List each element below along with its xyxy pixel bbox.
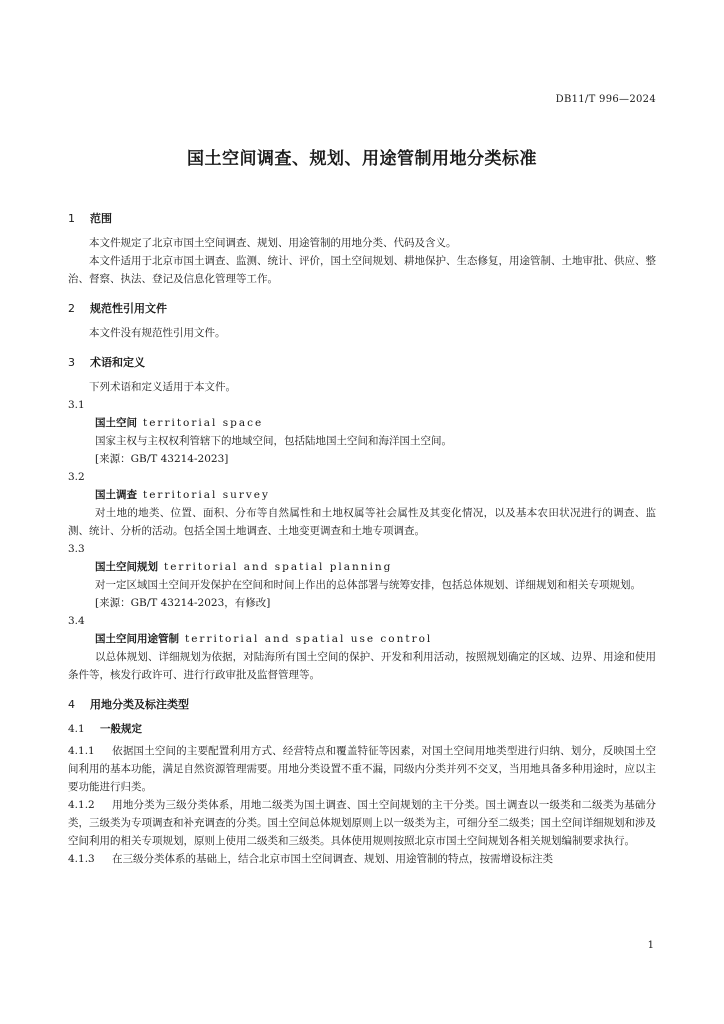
term-number: 3.1 bbox=[68, 399, 85, 411]
term-definition: 以总体规划、详细规划为依据，对陆海所有国土空间的保护、开发和利用活动，按照规划确定的区域、边界、用途和使用条件等，核发行政许可、进行行政审批及监督管理等。 bbox=[68, 651, 656, 681]
term-heading: 国土空间 territorial space bbox=[95, 417, 264, 429]
term-source: [来源：GB/T 43214-2023，有修改] bbox=[95, 597, 271, 609]
paragraph: 本文件规定了北京市国土空间调查、规划、用途管制的用地分类、代码及含义。 bbox=[89, 237, 457, 249]
term-definition: 对土地的地类、位置、面积、分布等自然属性和土地权属等社会属性及其变化情况，以及基本农田状况进行的调查、监测、统计、分析的活动。包括全国土地调查、土地变更调查和土地专项调查。 bbox=[68, 507, 656, 537]
section-heading-3: 3 术语和定义 bbox=[68, 356, 145, 369]
term-entry bbox=[68, 396, 656, 468]
clause: 4.1.2 用地分类为三级分类体系，用地二级类为国土调查、国土空间规划的主干分类。国土调查以一级类和二级类为基础分类，三级类为专项调查和补充调查的分类。国土空间总体规划原则上以一级类为主，可细分至二级类；国土空间详细规划和涉及空间利用的相关专项规划，原则上使用二级类和三级类。具体使用规则按照北京市国土空间规划各相关规划编制要求执行。 bbox=[68, 799, 656, 847]
subsection-heading: 4.1 一般规定 bbox=[68, 723, 142, 735]
paragraph: 下列术语和定义适用于本文件。 bbox=[89, 381, 236, 393]
document-title: 国土空间调查、规划、用途管制用地分类标准 bbox=[187, 149, 537, 169]
clause: 4.1.1 依据国土空间的主要配置利用方式、经营特点和覆盖特征等因素，对国土空间用地类型进行归纳、划分，反映国土空间利用的基本功能，满足自然资源管理需要。用地分类设置不重不漏，同级内分类并列不交叉，当用地具备多种用途时，应以主要功能进行归类。 bbox=[68, 745, 656, 793]
term-heading: 国土调查 territorial survey bbox=[95, 489, 270, 501]
term-number: 3.3 bbox=[68, 543, 85, 555]
section-heading-4: 4 用地分类及标注类型 bbox=[68, 698, 189, 711]
document-code: DB11/T 996—2024 bbox=[555, 94, 656, 105]
term-number: 3.4 bbox=[68, 615, 85, 627]
term-source: [来源：GB/T 43214-2023] bbox=[95, 453, 229, 465]
document-body bbox=[68, 200, 656, 868]
term-heading: 国土空间用途管制 territorial and spatial use control bbox=[95, 633, 433, 645]
term-definition: 对一定区域国土空间开发保护在空间和时间上作出的总体部署与统筹安排，包括总体规划、详细规划和相关专项规划。 bbox=[95, 579, 641, 591]
term-entry bbox=[68, 468, 656, 540]
term-entry bbox=[68, 612, 656, 684]
term-number: 3.2 bbox=[68, 471, 85, 483]
page-number: 1 bbox=[647, 940, 654, 951]
term-definition: 国家主权与主权权利管辖下的地域空间，包括陆地国土空间和海洋国土空间。 bbox=[95, 435, 452, 447]
paragraph: 本文件没有规范性引用文件。 bbox=[89, 327, 226, 339]
paragraph: 本文件适用于北京市国土调查、监测、统计、评价，国土空间规划、耕地保护、生态修复，用途管制、土地审批、供应、整治、督察、执法、登记及信息化管理等工作。 bbox=[68, 255, 656, 285]
clause: 4.1.3 在三级分类体系的基础上，结合北京市国土空间调查、规划、用途管制的特点，按需增设标注类 bbox=[68, 853, 553, 865]
term-entry bbox=[68, 540, 656, 612]
section-heading-2: 2 规范性引用文件 bbox=[68, 302, 167, 315]
term-heading: 国土空间规划 territorial and spatial planning bbox=[95, 561, 393, 573]
section-heading-1: 1 范围 bbox=[68, 212, 112, 225]
